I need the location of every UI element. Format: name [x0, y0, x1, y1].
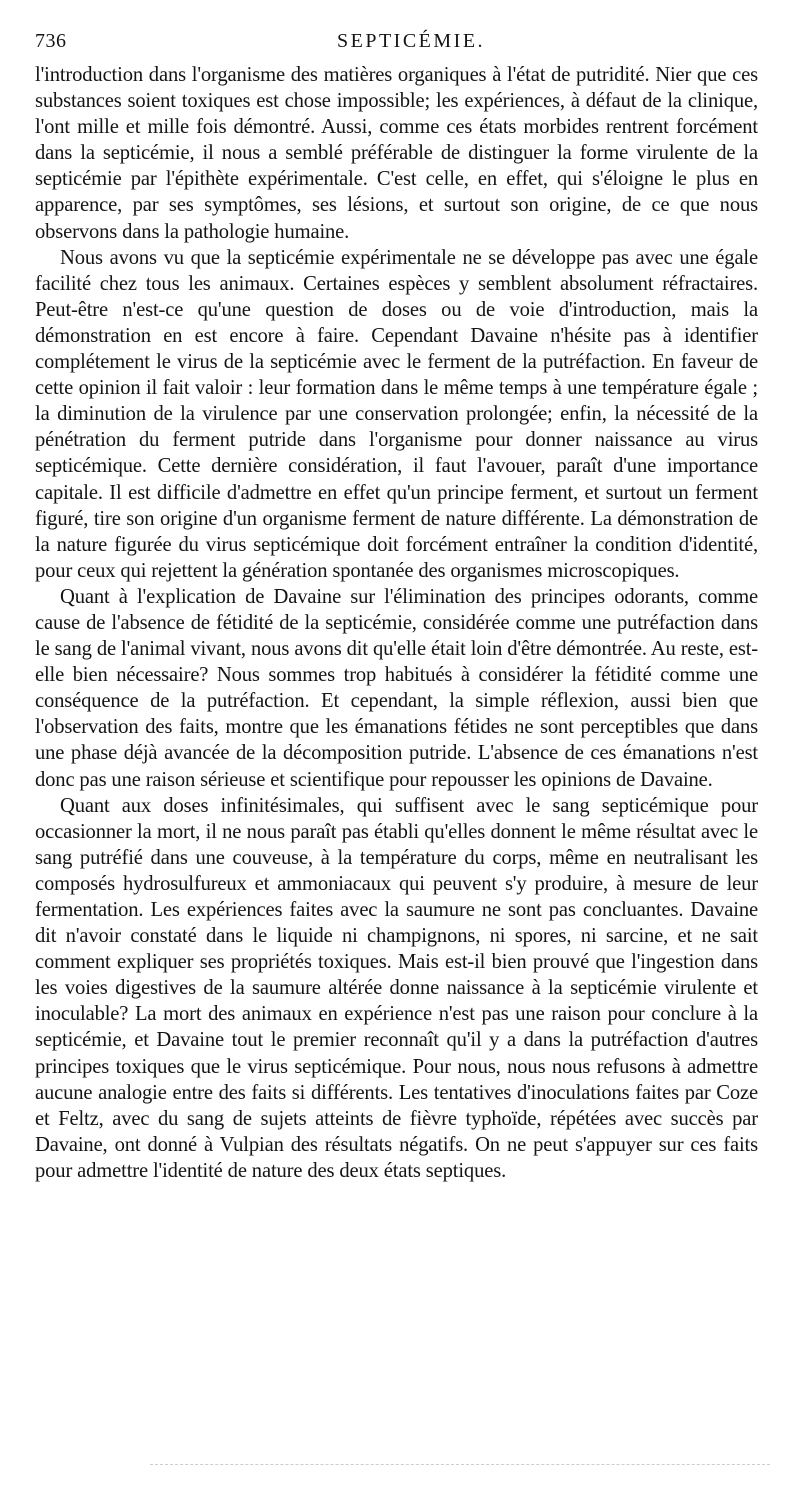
page-header: [35, 24, 758, 60]
bottom-bleed-through-marks: [150, 1464, 770, 1465]
running-title: SEPTICÉMIE.: [337, 30, 486, 52]
body-text: [35, 62, 758, 1184]
paragraph-continuation: l'introduction dans l'organisme des matières organiques à l'état de putridité. Nier que ces substances soient toxiques est chose impossible; les expériences, à défaut de la clinique, l'ont mille et mille fois démontré. Aussi, comme ces états morbides rentrent forcément dans la septicémie, il nous a semblé préférable de distinguer la forme virulente de la septicémie par l'épithète expérimentale. C'est celle, en effet, qui s'éloigne le plus en apparence, par ses symptômes, ses lésions, et surtout son origine, de ce que nous observons dans la pathologie humaine.: [35, 64, 758, 243]
paragraph-odorant-principles: Quant à l'explication de Davaine sur l'élimination des principes odorants, comme cause de l'absence de fétidité de la septicémie, considérée comme une putréfaction dans le sang de l'animal vivant, nous avons dit qu'elle était loin d'être démontrée. Au reste, est-elle bien nécessaire? Nous sommes trop habitués à considérer la fétidité comme une conséquence de la putréfaction. Et cependant, la simple réflexion, aussi bien que l'observation des faits, montre que les émanations fétides ne sont perceptibles que dans une phase déjà avancée de la décomposition putride. L'absence de ces émanations n'est donc pas une raison sérieuse et scientifique pour repousser les opinions de Davaine.: [35, 585, 758, 791]
paragraph-experimental-septicemia: Nous avons vu que la septicémie expérimentale ne se développe pas avec une égale facilité chez tous les animaux. Certaines espèces y semblent absolument réfractaires. Peut-être n'est-ce qu'une question de doses ou de voie d'introduction, mais la démonstration en est encore à faire. Cependant Davaine n'hésite pas à identifier complétement le virus de la septicémie avec le ferment de la putréfaction. En faveur de cette opinion il fait valoir : leur formation dans le même temps à une température égale ; la diminution de la virulence par une conservation prolongée; enfin, la nécessité de la pénétration du ferment putride dans l'organisme pour donner naissance au virus septicémique. Cette dernière considération, il faut l'avouer, paraît d'une importance capitale. Il est difficile d'admettre en effet qu'un principe ferment, et surtout un ferment figuré, tire son origine d'un organisme ferment de nature différente. La démonstration de la nature figurée du virus septicémique doit forcément entraîner la condition d'identité, pour ceux qui rejettent la génération spontanée des organismes microscopiques.: [35, 246, 758, 582]
page-number: 736: [35, 30, 67, 52]
paragraph-infinitesimal-doses: Quant aux doses infinitésimales, qui suffisent avec le sang septicémique pour occasionner la mort, il ne nous paraît pas établi qu'elles donnent le même résultat avec le sang putréfié dans une couveuse, à la température du corps, même en neutralisant les composés hydrosulfureux et ammoniacaux qui peuvent s'y produire, à mesure de leur fermentation. Les expériences faites avec la saumure ne sont pas concluantes. Davaine dit n'avoir constaté dans le liquide ni champignons, ni spores, ni sarcine, et ne sait comment expliquer ses propriétés toxiques. Mais est-il bien prouvé que l'ingestion dans les voies digestives de la saumure altérée donne naissance à la septicémie virulente et inoculable? La mort des animaux en expérience n'est pas une raison pour conclure à la septicémie, et Davaine tout le premier reconnaît qu'il y a dans la putréfaction d'autres principes toxiques que le virus septicémique. Pour nous, nous nous refusons à admettre aucune analogie entre des faits si différents. Les tentatives d'inoculations faites par Coze et Feltz, avec du sang de sujets atteints de fièvre typhoïde, répétées avec succès par Davaine, ont donné à Vulpian des résultats négatifs. On ne peut s'appuyer sur ces faits pour admettre l'identité de nature des deux états septiques.: [35, 794, 758, 1182]
